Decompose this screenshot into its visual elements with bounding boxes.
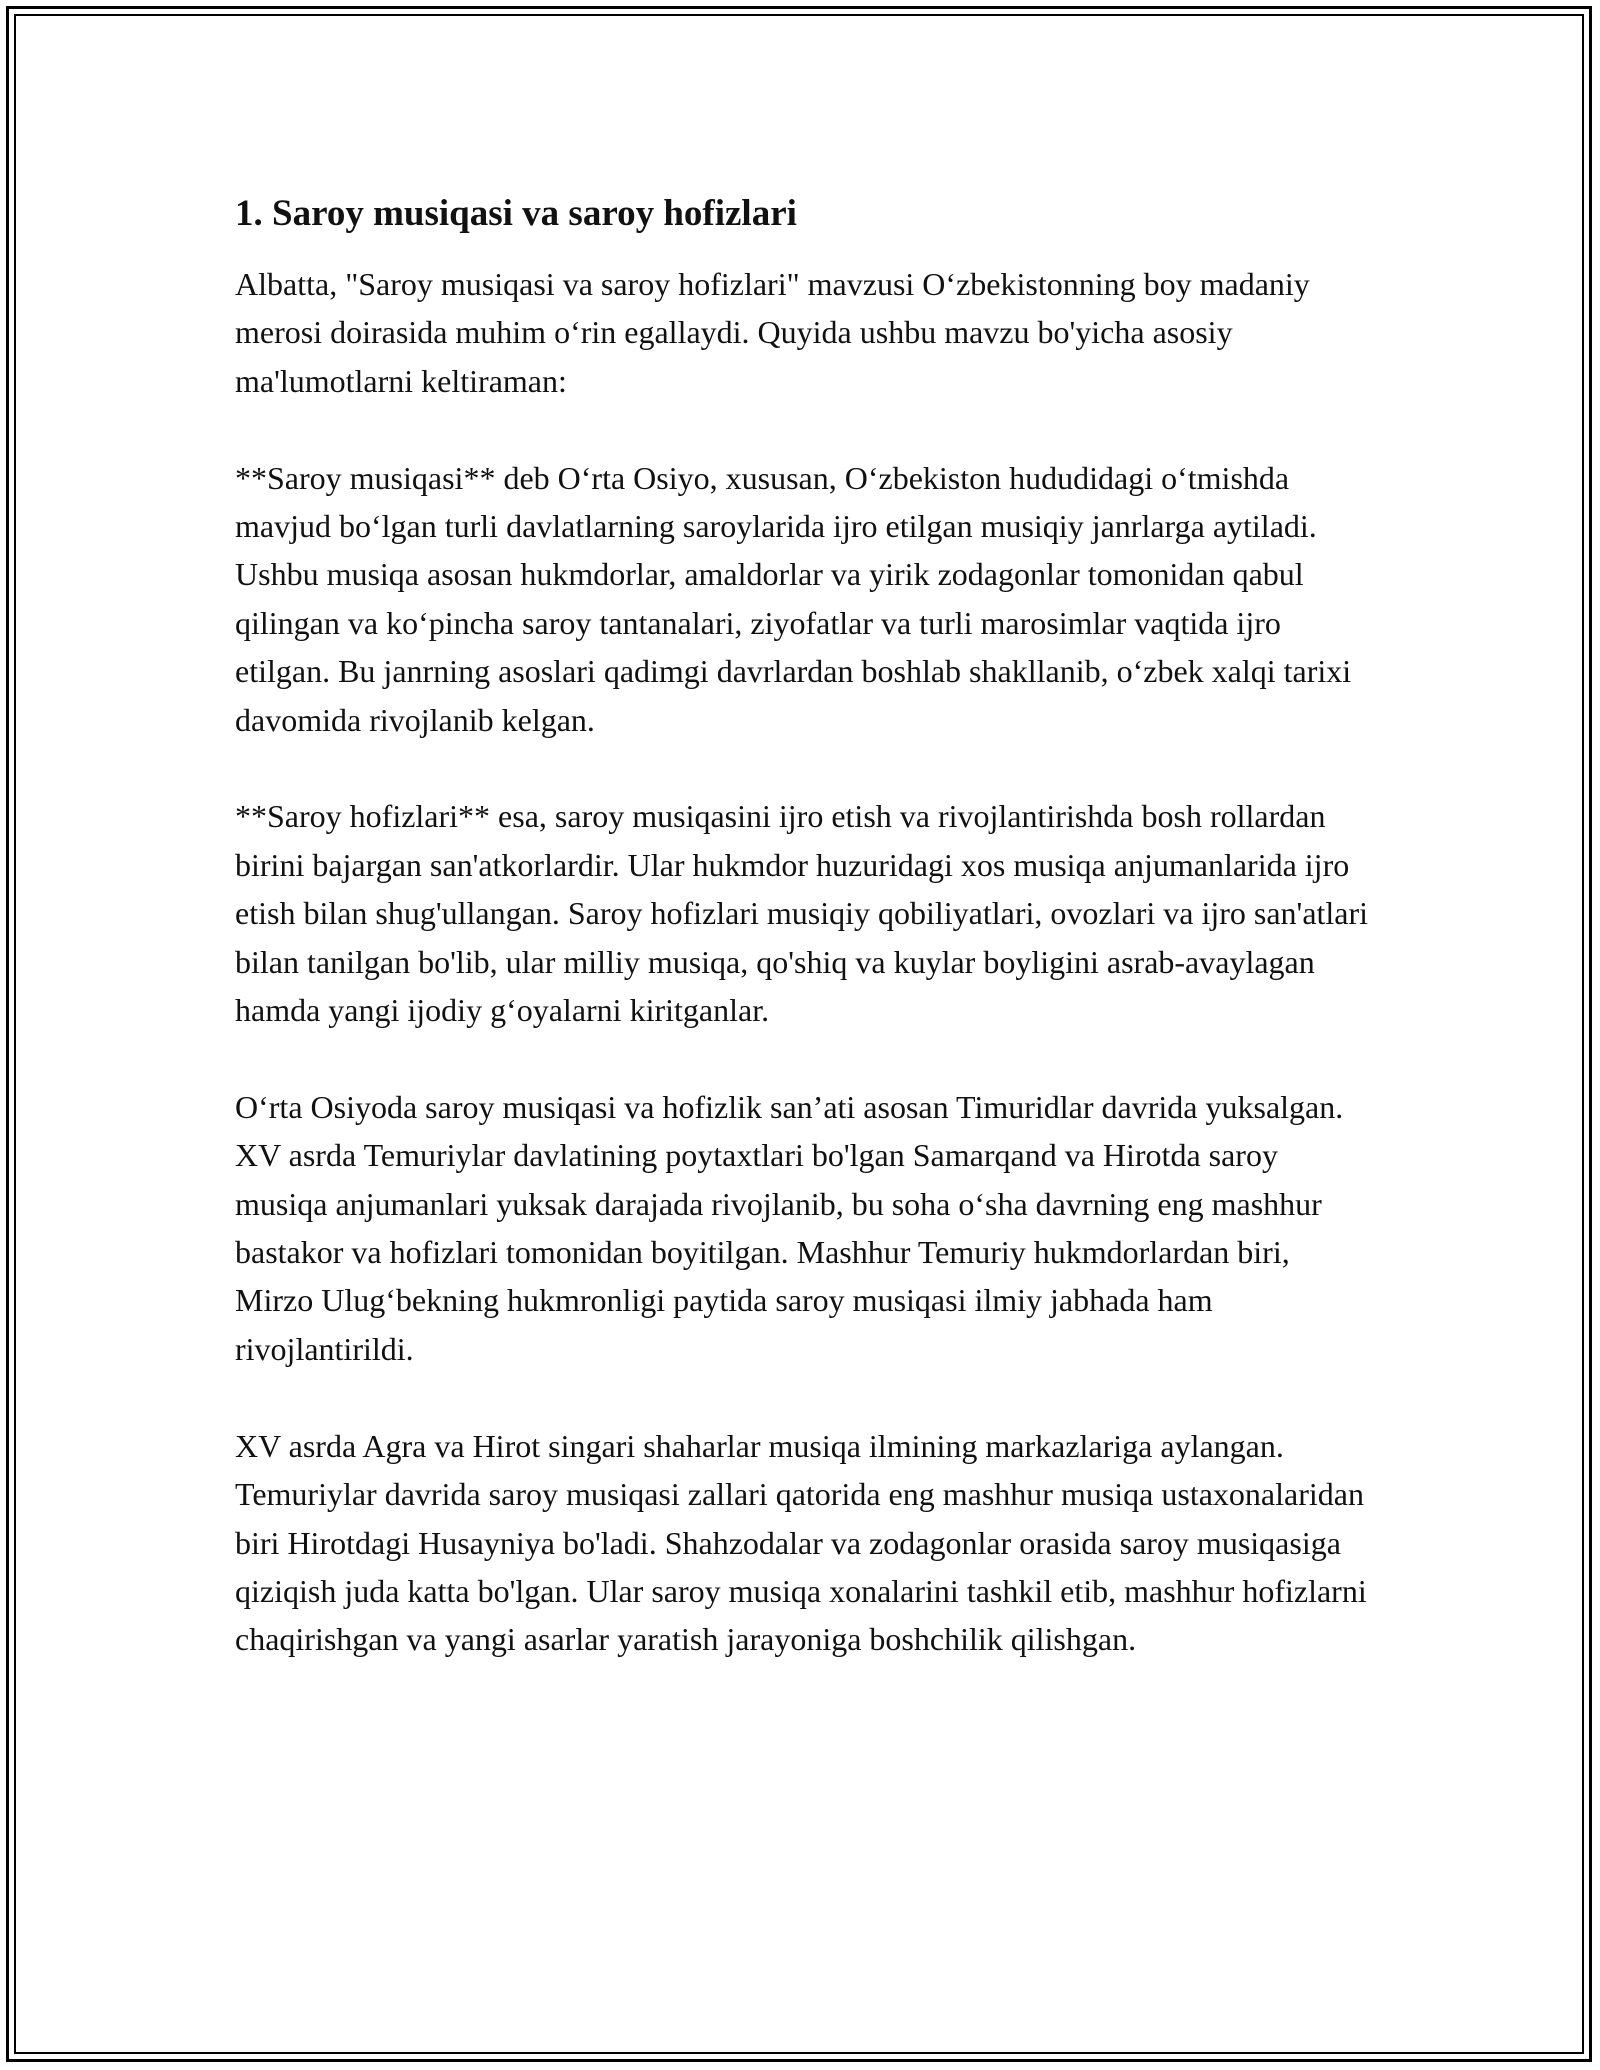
paragraph-timuridlar: O‘rta Osiyoda saroy musiqasi va hofizlik san’ati asosan Timuridlar davrida yuksalgan. XV asrda Temuriylar davlatining poytaxtlari bo'lgan Samarqand va Hirotda saroy musiqa anjumanlari yuksak darajada rivojlanib, bu soha o‘sha davrning eng mashhur bastakor va hofizlari tomonidan boyitilgan. Mashhur Temuriy hukmdorlardan biri, Mirzo Ulug‘bekning hukmronligi paytida saroy musiqasi ilmiy jabhada ham rivojlantirildi.	[235, 1088, 1344, 1367]
paragraph-intro: Albatta, "Saroy musiqasi va saroy hofizlari" mavzusi O‘zbekistonning boy madaniy merosi doirasida muhim o‘rin egallaydi. Quyida ushbu mavzu bo'yicha asosiy ma'lumotlarni keltiraman:	[235, 266, 1310, 399]
paragraph-saroy-musiqasi: **Saroy musiqasi** deb O‘rta Osiyo, xususan, O‘zbekiston hududidagi o‘tmishda mavjud bo‘lgan turli davlatlarning saroylarida ijro etilgan musiqiy janrlarga aytiladi. Ushbu musiqa asosan hukmdorlar, amaldorlar va yirik zodagonlar tomonidan qabul qilingan va ko‘pincha saroy tantanalari, ziyofatlar va turli marosimlar vaqtida ijro etilgan. Bu janrning asoslari qadimgi davrlardan boshlab shakllanib, o‘zbek xalqi tarixi davomida rivojlanib kelgan.	[235, 459, 1352, 738]
section-heading: 1. Saroy musiqasi va saroy hofizlari	[235, 193, 797, 234]
paragraph-saroy-hofizlari: **Saroy hofizlari** esa, saroy musiqasini ijro etish va rivojlantirishda bosh rollardan birini bajargan san'atkorlardir. Ular hukmdor huzuridagi xos musiqa anjumanlarida ijro etish bilan shug'ullangan. Saroy hofizlari musiqiy qobiliyatlari, ovozlari va ijro san'atlari bilan tanilgan bo'lib, ular milliy musiqa, qo'shiq va kuylar boyligini asrab-avaylagan hamda yangi ijodiy g‘oyalarni kiritganlar.	[235, 798, 1369, 1029]
paragraph-agra-hirot: XV asrda Agra va Hirot singari shaharlar musiqa ilmining markazlariga aylangan. Temuriylar davrida saroy musiqasi zallari qatorida eng mashhur musiqa ustaxonalaridan biri Hirotdagi Husayniya bo'ladi. Shahzodalar va zodagonlar orasida saroy musiqasiga qiziqish juda katta bo'lgan. Ular saroy musiqa xonalarini tashkil etib, mashhur hofizlarni chaqirishgan va yangi asarlar yaratish jarayoniga boshchilik qilishgan.	[235, 1427, 1367, 1658]
document-body	[235, 186, 1375, 1712]
